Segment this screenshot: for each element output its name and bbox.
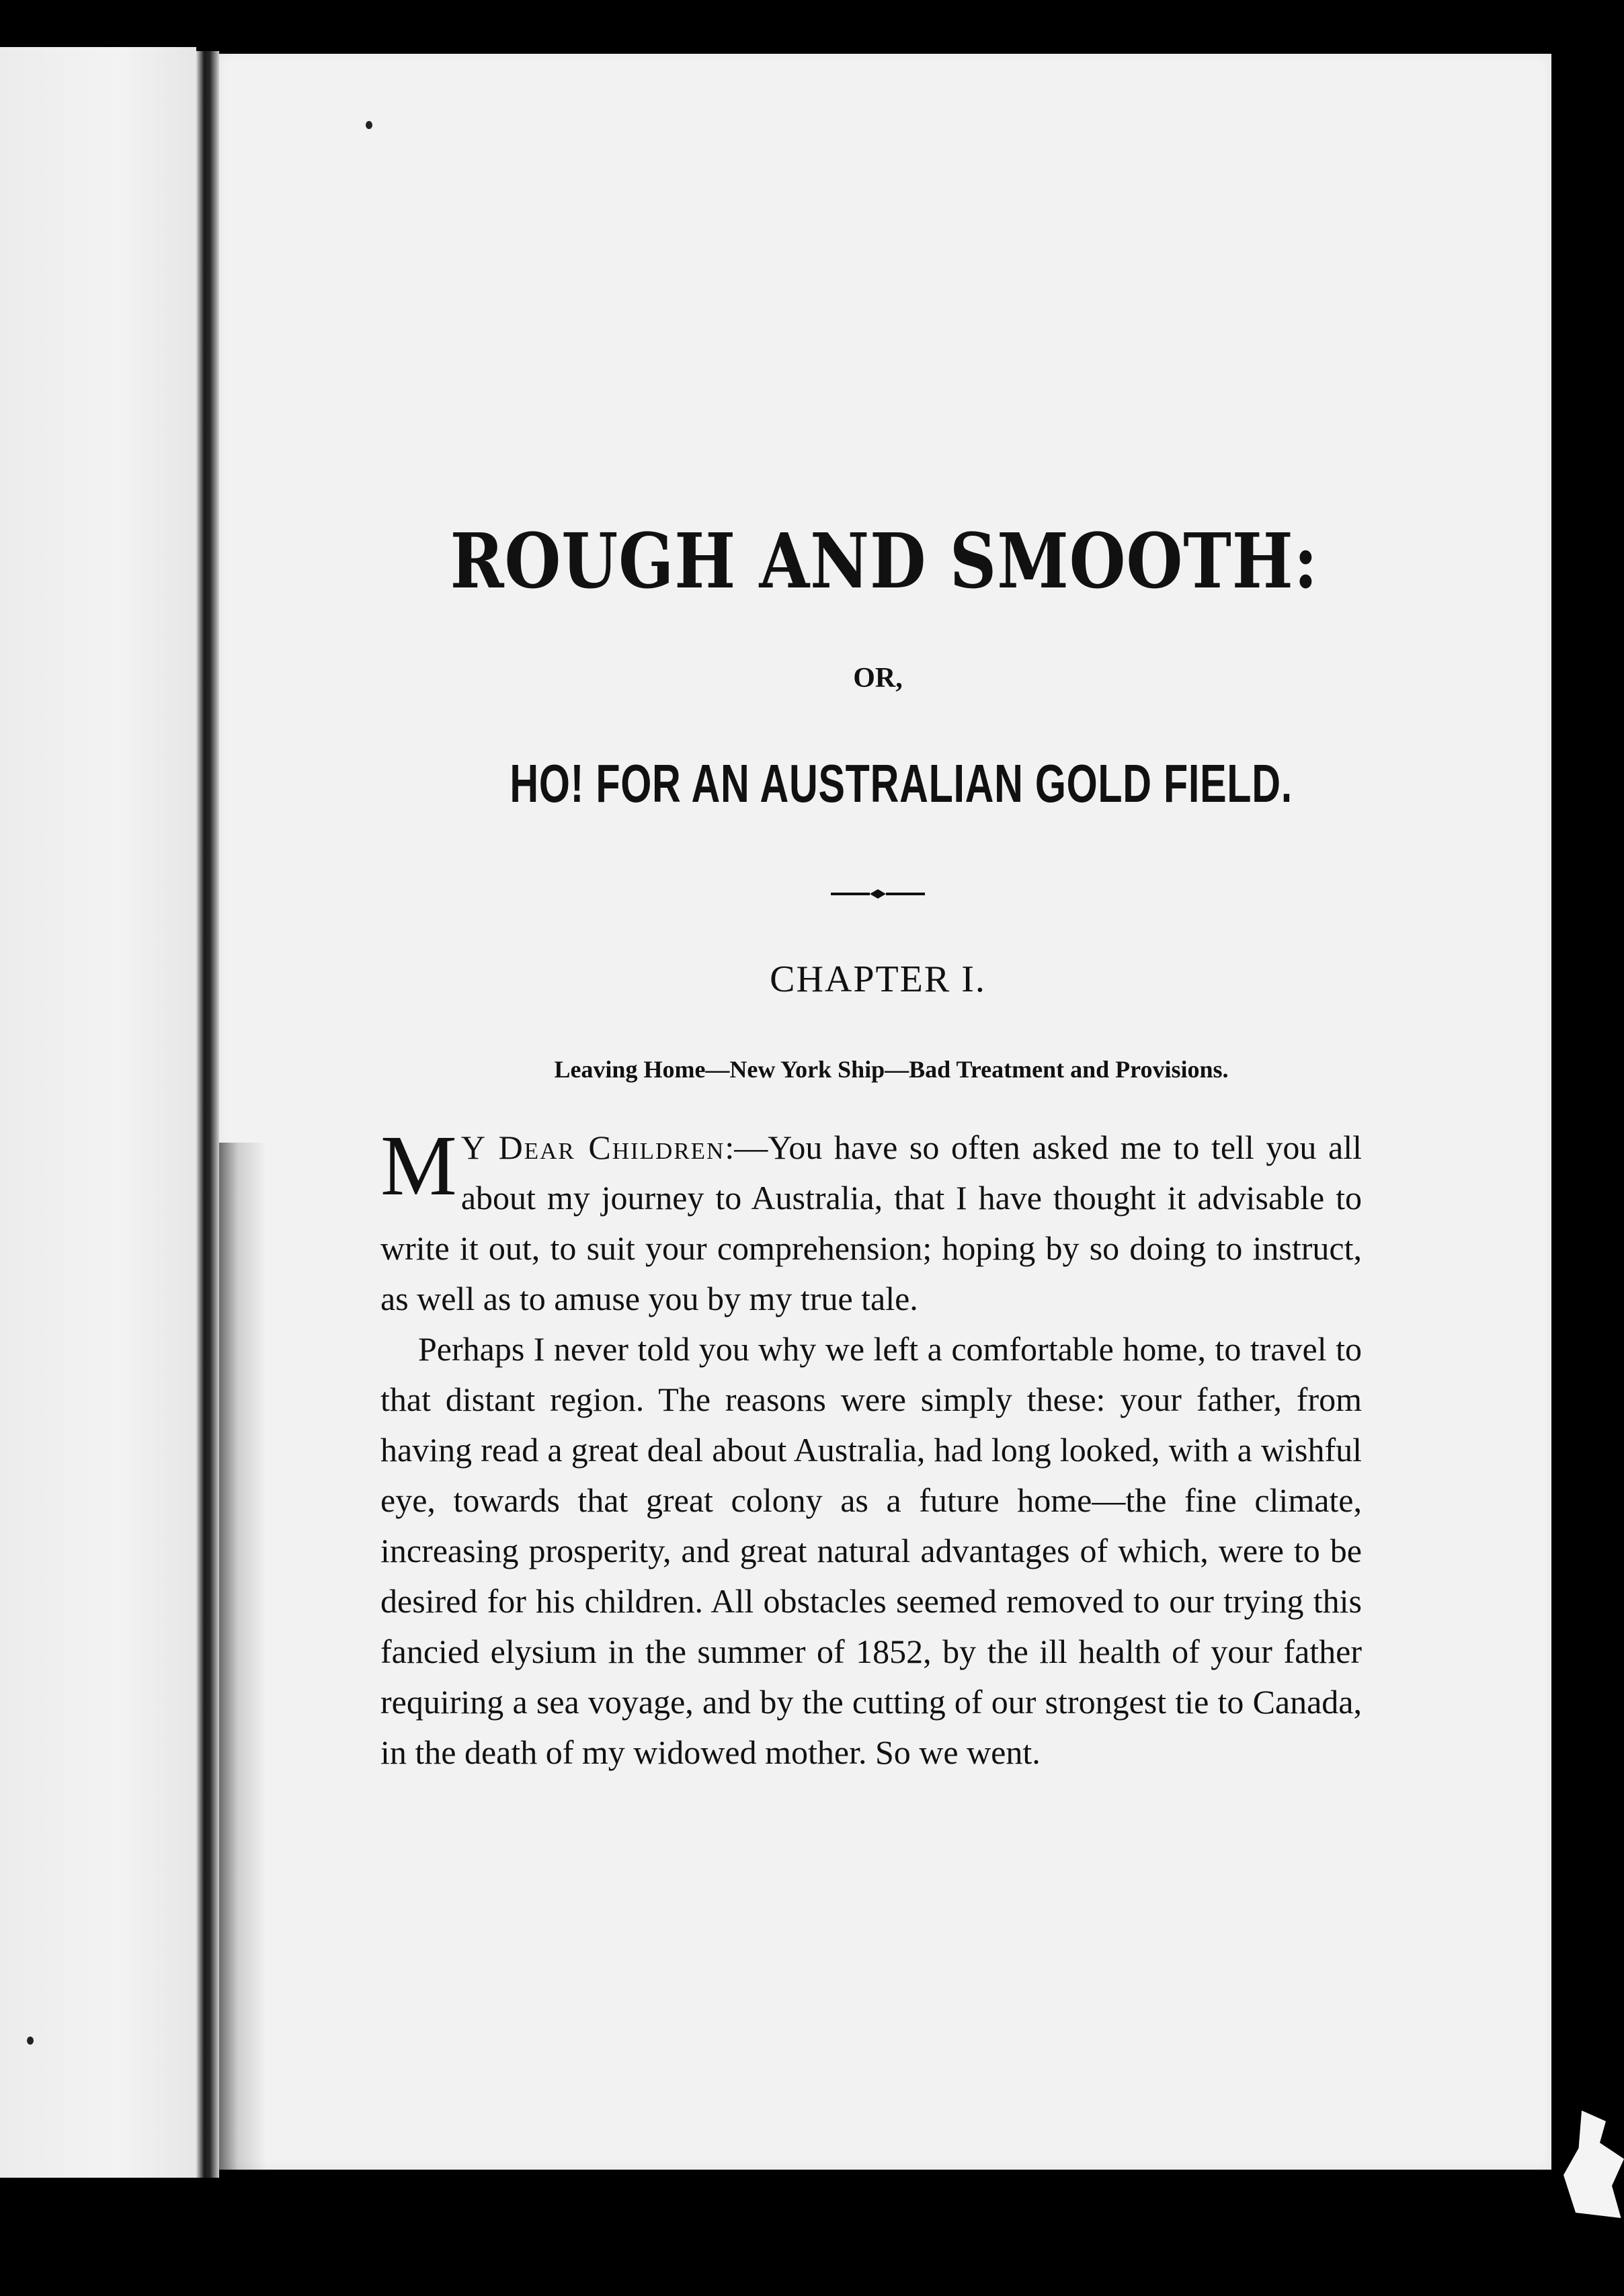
paragraph-2: Perhaps I never told you why we left a comfortable home, to travel to that distant region. The reasons were simply these: your father, from having read a great deal about Australia, had long looked, with a wishful eye, towards that great colony as a future home—the fine climate, increasing prosperity, and great natural advantages of which, were to be desired for his children. All obstacles seemed removed to our trying this fancied elysium in the summer of 1852, by the ill health of your father requiring a sea voyage, and by the cutting of our strongest tie to Canada, in the death of my widowed mother. So we went. <box>380 1330 1362 1771</box>
book-subtitle: HO! FOR AN AUSTRALIAN GOLD FIELD. <box>510 753 1293 813</box>
facing-page-edge <box>0 47 196 2178</box>
chapter-body <box>380 1118 1362 1778</box>
torn-corner <box>1564 2110 1624 2218</box>
chapter-synopsis: Leaving Home—New York Ship—Bad Treatment and Provisions. <box>554 1056 1229 1083</box>
paragraph-1-text: :—You have so often asked me to tell you all about my journey to Australia, that I have thought it advisable to write it out, to suit your comprehension; hoping by so doing to instruct, as well as to amuse you by my true tale. <box>380 1129 1362 1317</box>
book-title: ROUGH AND SMOOTH: <box>450 518 1319 606</box>
salutation: Y Dear Children <box>460 1129 725 1166</box>
ink-speck <box>366 121 372 129</box>
ink-speck <box>27 2037 34 2045</box>
ornament-rule <box>831 887 925 901</box>
chapter-heading: CHAPTER I. <box>770 958 986 1000</box>
drop-cap: M <box>380 1118 457 1213</box>
book-gutter <box>196 51 219 2178</box>
title-page <box>219 54 1551 2170</box>
gutter-shadow <box>219 1143 266 2178</box>
paragraph-1 <box>380 1118 1362 1324</box>
title-conjunction: OR, <box>853 663 903 694</box>
